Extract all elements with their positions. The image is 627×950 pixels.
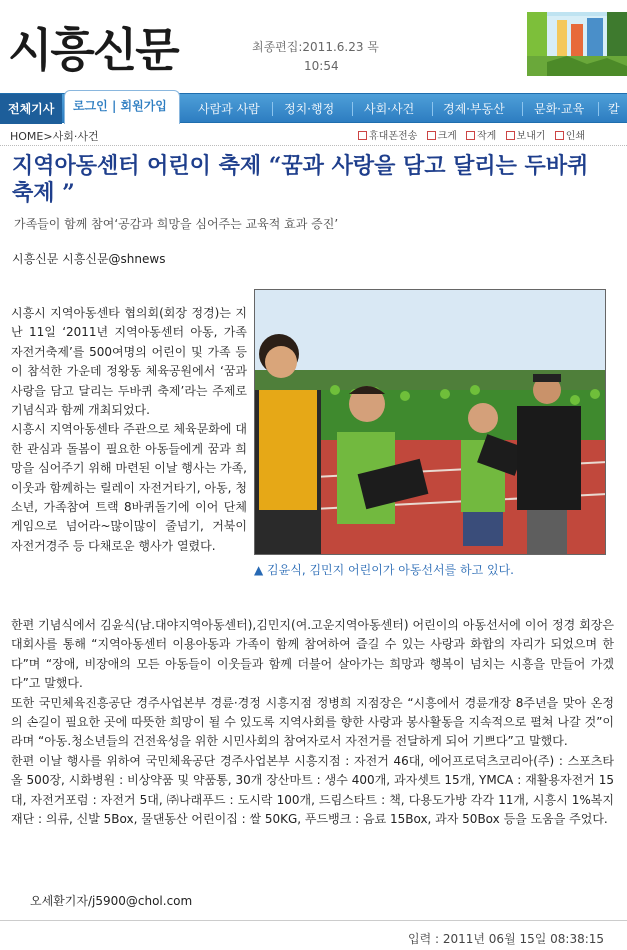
tool-font-smaller[interactable]: [466, 127, 496, 142]
nav-item-culture[interactable]: 문화·교육: [534, 102, 585, 116]
article-paragraph: 한편 기념식에서 김윤식(남.대야지역아동센터),김민지(여.고운지역아동센터) 어린이의 아동선서에 이어 정경 회장은 대회사를 통해 “지역아동센터 이용아동과 가족이 함께 참여하여 즐길 수 있는 사랑과 화합의 자리가 되었으며 한다”며 “장애, 비장애의 모든 아동들이 이웃들과 함께 더불어 살아가는 희망과 행복이 넘치는 시흥을 만들어 가겠다”고 말했다.: [11, 618, 614, 691]
article-paragraph: 한편 이날 행사를 위하여 국민체육공단 경주사업본부 시흥지점 : 자전거 46대, 에어프로덕츠코리아(주) : 스포츠타올 500장, 시화병원 : 비상약품 및 약품통, 30개 장산마트 : 생수 400개, 과자셋트 15개, YMCA : 재활용자전거 15대, 자전거포럼 : 자전거 5대, ㈜나래푸드 : 도시락 100개, 드림스타트 : 책, 다용도가방 각각 11개, 시흥시 1%복지재단 : 의류, 신발 5Box, 물댄동산 어린이집 : 쌀 50KG, 푸드뱅크 : 음료 15Box, 과자 50Box 등을 도움을 주었다.: [11, 753, 614, 827]
nav-item-column[interactable]: 칼럼: [608, 102, 620, 146]
photo-caption: ▲ 김윤식, 김민지 어린이가 아동선서를 하고 있다.: [254, 563, 514, 577]
article-byline: 시흥신문 시흥신문@shnews: [12, 252, 166, 266]
tool-send-label: 보내기: [516, 131, 546, 142]
nav-separator: [522, 102, 523, 116]
site-header: [0, 0, 627, 90]
article-paragraph: 시흥시 지역아동센타 협의회(회장 정경)는 지난 11일 ‘2011년 지역아동센터 아동, 가족 자전거축제’를 500여명의 어린이 및 가족 등이 참석한 가운데 정왕동 체육공원에서 ‘꿈과 사랑을 담고 달리는 두바퀴 축제’라는 주제로 기념식과 함께 개최되었다.: [11, 306, 247, 418]
breadcrumb-separator: >: [43, 130, 53, 143]
phone-icon: [358, 131, 367, 140]
nav-login-signup[interactable]: 로그인 | 회원가입: [64, 90, 180, 124]
tool-send[interactable]: [506, 127, 546, 142]
nav-item-politics[interactable]: 정치·행정: [284, 102, 335, 116]
nav-separator: [432, 102, 433, 116]
breadcrumb: [10, 128, 99, 144]
breadcrumb-home[interactable]: HOME: [10, 130, 44, 143]
nav-separator: [272, 102, 273, 116]
tool-mobile-send[interactable]: [358, 127, 417, 142]
site-logo[interactable]: 시흥신문: [8, 23, 178, 77]
edit-time: [252, 38, 379, 76]
edit-time-date: 최종편집:2011.6.23 목: [252, 40, 379, 54]
article-paragraph: 시흥시 지역아동센타 주관으로 체육문화에 대한 관심과 돌봄이 필요한 아동들에게 꿈과 희망을 심어주기 위해 마련된 이날 행사는 가족, 이웃과 함께하는 릴레이 자전거타기, 아동, 청소년, 가족참여 트랙 8바퀴돌기에 이어 단체게임으로 넘어라~많이많이 줄넘기, 거북이 자전거경주 등 다채로운 행사가 열렸다.: [11, 422, 247, 553]
article-body-full: [11, 616, 614, 829]
zoom-out-icon: [466, 131, 475, 140]
article-tools: [358, 127, 591, 142]
input-timestamp: 입력 : 2011년 06월 15일 08:38:15: [408, 932, 605, 946]
tool-font-larger[interactable]: [427, 127, 457, 142]
tool-mobile-send-label: 휴대폰전송: [369, 131, 418, 142]
breadcrumb-section[interactable]: 사회·사건: [52, 130, 99, 143]
nav-item-economy[interactable]: 경제·부동산: [443, 102, 505, 116]
edit-time-clock: 10:54: [304, 59, 339, 73]
nav-separator: [598, 102, 599, 116]
nav-item-people[interactable]: 사람과 사람: [198, 102, 260, 116]
tool-print-label: 인쇄: [565, 131, 586, 142]
tool-font-smaller-label: 작게: [477, 131, 497, 142]
article-body-column: [11, 304, 247, 556]
zoom-in-icon: [427, 131, 436, 140]
breadcrumb-row: [0, 124, 627, 146]
reporter-credit[interactable]: 오세환기자/j5900@chol.com: [30, 894, 193, 908]
tool-font-larger-label: 크게: [437, 131, 457, 142]
nav-all-articles[interactable]: 전체기사: [0, 94, 62, 124]
article-subtitle: 가족들이 함께 참여‘공감과 희망을 심어주는 교육적 효과 증진’: [14, 217, 339, 231]
article-photo[interactable]: [254, 289, 606, 555]
nav-separator: [352, 102, 353, 116]
tool-print[interactable]: [555, 127, 585, 142]
divider: [0, 920, 627, 921]
article-title: 지역아동센터 어린이 축제 “꿈과 사랑을 담고 달리는 두바퀴 축제 ”: [12, 153, 589, 206]
print-icon: [555, 131, 564, 140]
mail-icon: [506, 131, 515, 140]
header-banner-image[interactable]: [527, 12, 627, 76]
nav-item-society[interactable]: 사회·사건: [364, 102, 415, 116]
article-paragraph: 또한 국민체육진흥공단 경주사업본부 경륜·경정 시흥지점 정병희 지점장은 “시흥에서 경륜개장 8주년을 맞아 온정의 손길이 필요한 곳에 따뜻한 희망이 될 수 있도록 지역사회를 향한 사랑과 봉사활동을 지속적으로 펼쳐 나갈 것”이라며 “아동.청소년들의 건전육성을 위한 시민사회의 참여자로서 자전거를 전달하게 되어 기쁘다”고 말했다.: [11, 695, 614, 749]
